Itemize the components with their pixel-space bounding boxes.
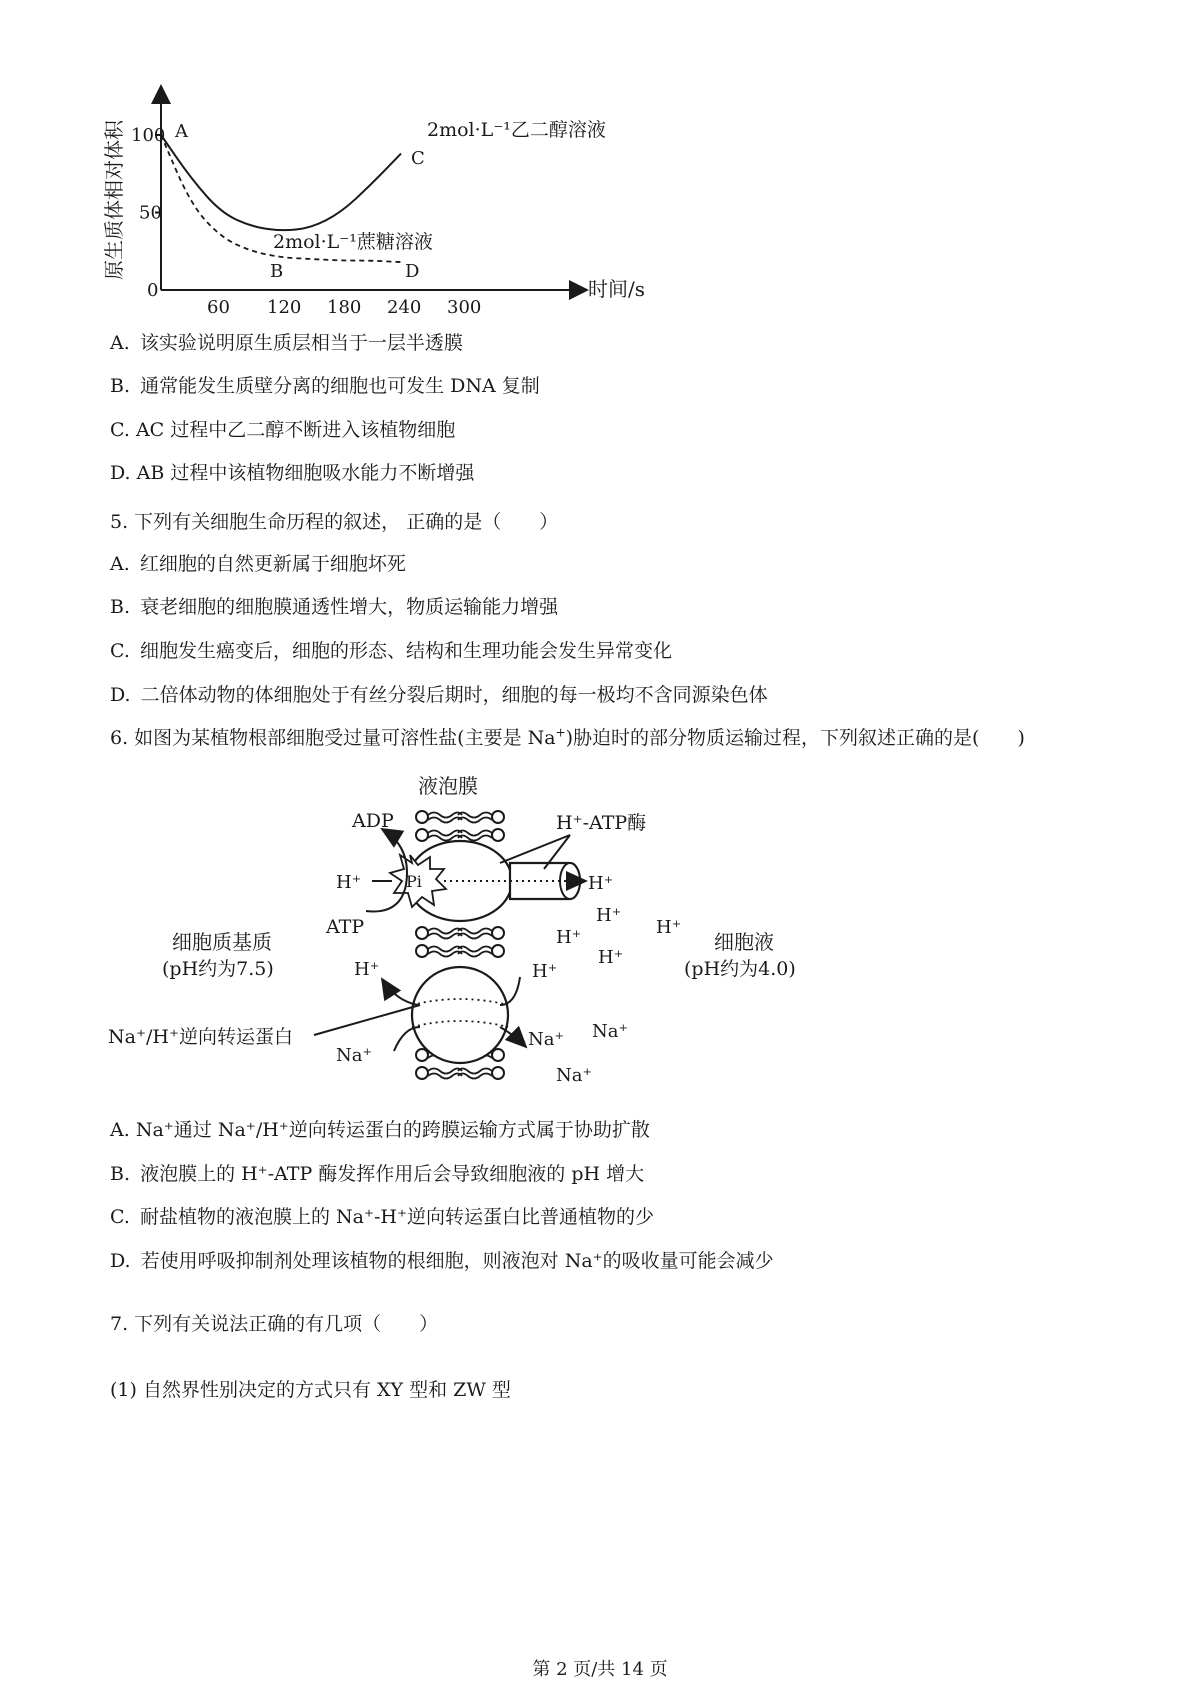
x-axis-label: 时间/s — [588, 277, 646, 301]
x-tick-label: 180 — [327, 297, 362, 318]
h-ion-cytoplasm-2: H⁺ — [354, 959, 380, 980]
h-ion-vacuole-6: H⁺ — [532, 961, 558, 982]
point-label-d: D — [405, 261, 420, 282]
q5-option-b: B. 衰老细胞的细胞膜通透性增大，物质运输能力增强 — [110, 596, 559, 618]
q5-stem: 5. 下列有关细胞生命历程的叙述， 正确的是（ ） — [110, 511, 559, 533]
q4-option-a: A. 该实验说明原生质层相当于一层半透膜 — [110, 332, 463, 354]
q6-stem: 6. 如图为某植物根部细胞受过量可溶性盐(主要是 Na+)胁迫时的部分物质运输过程，下列叙述正确的是( ) — [110, 725, 1025, 749]
q4-option-b: B. 通常能发生质壁分离的细胞也可发生 DNA 复制 — [110, 375, 540, 397]
y-tick-label: 100 — [131, 125, 166, 146]
h-atpase-label: H⁺-ATP酶 — [556, 812, 647, 834]
membrane-label: 液泡膜 — [418, 774, 478, 798]
q6-option-b: B. 液泡膜上的 H⁺-ATP 酶发挥作用后会导致细胞液的 pH 增大 — [110, 1163, 645, 1185]
h-ion-vacuole-4: H⁺ — [656, 917, 682, 938]
cytoplasm-ph: (pH约为7.5) — [162, 958, 274, 980]
antiporter-label: Na⁺/H⁺逆向转运蛋白 — [108, 1026, 293, 1048]
atp-label: ATP — [326, 916, 365, 938]
x-tick-label: 60 — [207, 297, 230, 318]
h-ion-cytoplasm-1: H⁺ — [336, 872, 362, 893]
vacuole-ph: (pH约为4.0) — [684, 958, 796, 980]
x-tick-label: 300 — [447, 297, 482, 318]
series-ethylene-glycol — [161, 135, 401, 230]
vacuole-label: 细胞液 — [714, 930, 774, 954]
q7-item-1: (1) 自然界性别决定的方式只有 XY 型和 ZW 型 — [110, 1379, 511, 1401]
na-ion-cytoplasm: Na⁺ — [336, 1045, 372, 1066]
q6-option-c: C. 耐盐植物的液泡膜上的 Na⁺-H⁺逆向转运蛋白比普通植物的少 — [110, 1206, 654, 1228]
y-tick-label: 0 — [147, 280, 159, 301]
point-label-c: C — [411, 148, 425, 169]
q6-option-d: D. 若使用呼吸抑制剂处理该植物的根细胞，则液泡对 Na⁺的吸收量可能会减少 — [110, 1250, 774, 1272]
x-tick-label: 240 — [387, 297, 422, 318]
q5-option-a: A. 红细胞的自然更新属于细胞坏死 — [110, 553, 406, 575]
vacuole-membrane-diagram — [100, 765, 900, 1095]
cytoplasm-label: 细胞质基质 — [172, 930, 272, 954]
h-ion-vacuole-3: H⁺ — [556, 927, 582, 948]
h-ion-vacuole-5: H⁺ — [598, 947, 624, 968]
series-label-sucrose: 2mol·L⁻¹蔗糖溶液 — [273, 231, 433, 253]
series-label-ethylene-glycol: 2mol·L⁻¹乙二醇溶液 — [427, 119, 606, 141]
na-ion-vacuole-3: Na⁺ — [556, 1065, 592, 1086]
pi-label: Pi — [406, 872, 422, 891]
h-ion-vacuole-1: H⁺ — [588, 873, 614, 894]
q5-option-d: D. 二倍体动物的体细胞处于有丝分裂后期时，细胞的每一极均不含同源染色体 — [110, 684, 768, 706]
na-ion-vacuole-2: Na⁺ — [592, 1021, 628, 1042]
adp-label: ADP — [352, 810, 394, 832]
x-tick-label: 120 — [267, 297, 302, 318]
q6-option-a: A. Na⁺通过 Na⁺/H⁺逆向转运蛋白的跨膜运输方式属于协助扩散 — [110, 1119, 650, 1141]
y-axis-label: 原生质体相对体积 — [102, 120, 126, 280]
protoplast-volume-chart — [95, 80, 695, 340]
q7-stem: 7. 下列有关说法正确的有几项（ ） — [110, 1313, 439, 1335]
page-footer: 第 2 页/共 14 页 — [532, 1659, 668, 1680]
q5-option-c: C. 细胞发生癌变后，细胞的形态、结构和生理功能会发生异常变化 — [110, 640, 672, 662]
q4-option-d: D. AB 过程中该植物细胞吸水能力不断增强 — [110, 462, 475, 484]
na-h-antiporter — [412, 967, 508, 1063]
y-tick-label: 50 — [139, 202, 162, 224]
na-ion-vacuole-1: Na⁺ — [528, 1029, 564, 1050]
h-ion-vacuole-2: H⁺ — [596, 905, 622, 926]
q4-option-c: C. AC 过程中乙二醇不断进入该植物细胞 — [110, 419, 456, 441]
point-label-b: B — [270, 261, 284, 282]
point-label-a: A — [175, 121, 188, 142]
